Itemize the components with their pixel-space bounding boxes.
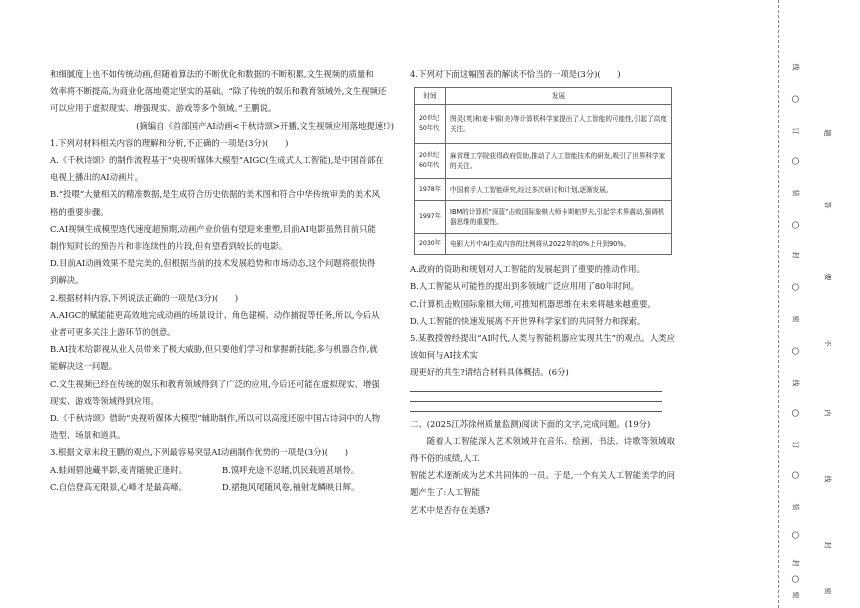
q1-option-a: A.《千秋诗颂》的制作流程基于“央视听媒体大模型”AIGC(生成式人工智能),是中国首部在 [50,155,384,166]
strip-circle: ○ [789,95,800,103]
table-row [415,105,672,144]
notice-char: 封 [823,541,832,549]
passage-line: 随着人工智能深入艺术领域并在音乐、绘画、书法、诗歌等领域取得不俗的成绩,人工 [410,435,675,464]
table-cell-time: 2030年 [415,234,446,255]
question-1-stem: 1.下列对材料相关内容的理解和分析,不正确的一项是(3分)( ) [50,137,289,148]
q1-option-b: B.“投喂”大量相关的精准数据,是生成符合历史依据的美术图和符合中华传统审美的美术风 [50,189,380,200]
notice-char: 答 [823,201,832,209]
binding-divider [778,0,779,608]
table-header-row [415,88,672,105]
answer-line[interactable] [410,401,662,402]
section-2-heading: 二、(2025江苏徐州质量监测)阅读下面的文字,完成问题。(19分) [410,418,651,429]
table-cell-time: 20世纪50年代 [415,105,446,144]
answer-line[interactable] [410,391,662,392]
strip-circle: ○ [789,221,800,229]
q2-option-a-cont: 业者可更多关注上游环节的创意。 [50,327,176,338]
table-cell-time: 1997年 [415,201,446,234]
strip-circle: ○ [789,347,800,355]
strip-circle: ○ [789,283,800,291]
table-cell-development: 中国着手人工智能研究,经过多次研讨和计划,逐渐发展。 [446,179,672,201]
q2-option-c-cont: 现实、游戏等领域得到应用。 [50,395,159,406]
strip-char: 订 [791,127,800,135]
table-row [415,234,672,255]
q3-options-row-1 [50,462,394,479]
q1-option-c: C.AI视频生成模型迭代速度超预期,动画产业价值有望迎来重塑,目前AI电影虽然目前只能 [50,223,376,234]
q1-option-b-cont: 格的重要步骤。 [50,206,109,217]
question-2-stem: 2.根据材料内容,下列说法正确的一项是(3分)( ) [50,292,239,303]
q1-option-d-cont: 到解决。 [50,275,84,286]
table-row [415,144,672,179]
strip-char: 装 [791,503,800,511]
question-4-stem: 4.下列对下面这幅图表的解读不恰当的一项是(3分)( ) [410,69,621,79]
passage-line: 艺术中是否存在美感? [410,504,490,515]
table-cell-development: 电影大片中AI生成内容的比例将从2022年的0%上升到90%。 [446,234,672,255]
source-citation: (摘编自《首部国产AI动画<千秋诗颂>开播,文生视频应用落地提速!》) [136,120,394,131]
strip-circle: ○ [789,531,800,539]
table-header-development: 发展 [446,88,672,105]
q1-option-c-cont: 制作短时长的预告片和非连续性的片段,但有望看到较长的电影。 [50,241,288,252]
ai-history-table [414,87,672,255]
notice-char: 要 [823,273,832,281]
strip-char: 封 [791,251,800,259]
q2-option-c: C.文生视频已经在传统的娱乐和教育领域得到了广泛的应用,今后还可能在虚拟现实、增强 [50,378,380,389]
question-3-stem: 3.根据文章末段王鹏的观点,下列最容易突显AI动画制作优势的一项是(3分)( ) [50,447,349,458]
strip-char: 订 [791,441,800,449]
answer-line[interactable] [410,411,662,412]
table-cell-time: 20世纪60年代 [415,144,446,179]
strip-circle: ○ [789,157,800,165]
table-header-time: 时间 [415,88,446,105]
passage-line: 智能艺术逐渐成为艺术共同体的一员。于是,一个有关人工智能美学的问题产生了:人工智能 [410,470,675,498]
notice-char: 密 [823,587,832,595]
q2-option-d: D.《千秋诗颂》借助“央视听媒体大模型”辅助制作,所以可以高度还原中国古诗词中的人物 [50,413,381,424]
strip-char: 密 [791,591,800,599]
q2-option-d-cont: 造型、场景和道具。 [50,430,126,441]
q1-option-a-cont: 电视上播出的AI动画片。 [50,172,144,183]
q1-option-d: D.目前AI动画效果不是完美的,但根据当前的技术发展趋势和市场动态,这个问题将很快得 [50,258,376,269]
binding-notice [816,0,840,608]
q3-option-c: C.自信登高无限景,心峰才是最高峰。 [50,481,188,492]
q3-option-b: B.馍呼充途不忍睹,饥民载道甚堪怜。 [222,464,360,475]
q3-options-row-2 [50,479,394,496]
table-row [415,179,672,201]
strip-char: 线 [791,63,800,71]
q2-option-b: B.AI技术给影视从业人员带来了极大威胁,但只要他们学习和掌握新技能,多与机器合作,就 [50,344,378,355]
notice-char: 线 [823,475,832,483]
table-cell-time: 1978年 [415,179,446,201]
intro-line: 和细腻度上也不如传统动画,但随着算法的不断优化和数据的不断积累,文生视频的质量和 [50,69,374,79]
q4-option-b: B.人工智能从可能性的提出到多领域广泛应用用了80年时间。 [410,281,639,292]
strip-circle: ○ [789,409,800,417]
notice-char: 内 [823,409,832,417]
notice-char: 不 [823,339,832,347]
q3-option-a: A.蛙闹碧池藏半影,麦青随驶正逢时。 [50,464,187,475]
notice-char: 题 [823,129,832,137]
intro-line: 效率将不断提高,为商业化落地奠定坚实的基础。“除了传统的娱乐和教育领域外,文生视频还 [50,86,387,97]
q3-option-d: D.裙拖风尾随风卷,袖射龙鳞映日辉。 [222,481,360,492]
question-5-stem-cont: 现更好的共生?请结合材料具体概括。(6分) [410,367,569,378]
strip-char: 线 [791,379,800,387]
table-cell-development: 麻省理工学院获得政府资助,推动了人工智能技术的研发,吸引了世界科学家的关注。 [446,144,672,179]
q2-option-a: A.AIGC的赋能能更高效地完成动画的场景设计、角色建模、动作捕捉等任务,所以,今后从 [50,309,380,320]
q4-option-a: A.政府的资助和规划对人工智能的发展起到了重要的推动作用。 [410,264,645,275]
left-column [50,66,394,496]
strip-char: 装 [791,189,800,197]
strip-circle: ○ [789,471,800,479]
table-cell-development: IBM的计算机“深蓝”击败国际象棋大师卡斯帕罗夫,引起学术界震动,强调机器思维的重要性。 [446,201,672,234]
question-5-stem: 5.某教授曾经提出“AI时代,人类与智能机器应实现共生”的观点。人类应该如何与AI技术实 [410,333,675,361]
table-row [415,201,672,234]
strip-char: 密 [791,315,800,323]
q4-option-d: D.人工智能的快速发展离不开世界科学家们的共同努力和探索。 [410,315,646,326]
strip-char: 封 [791,559,800,567]
binding-strip [782,0,812,608]
q4-option-c: C.计算机击败国际象棋大师,可推知机器思维在未来将越来越重要。 [410,298,656,309]
strip-circle: ○ [789,575,800,583]
intro-line: 可以应用于虚拟现实、增强现实、游戏等多个领域。”王鹏说。 [50,103,277,114]
q2-option-b-cont: 能解决这一问题。 [50,361,117,372]
table-cell-development: 图灵(英)和麦卡锡(美)等计算机科学家提出了人工智能的可能性,引起了高度关注。 [446,105,672,144]
right-column [410,66,675,519]
